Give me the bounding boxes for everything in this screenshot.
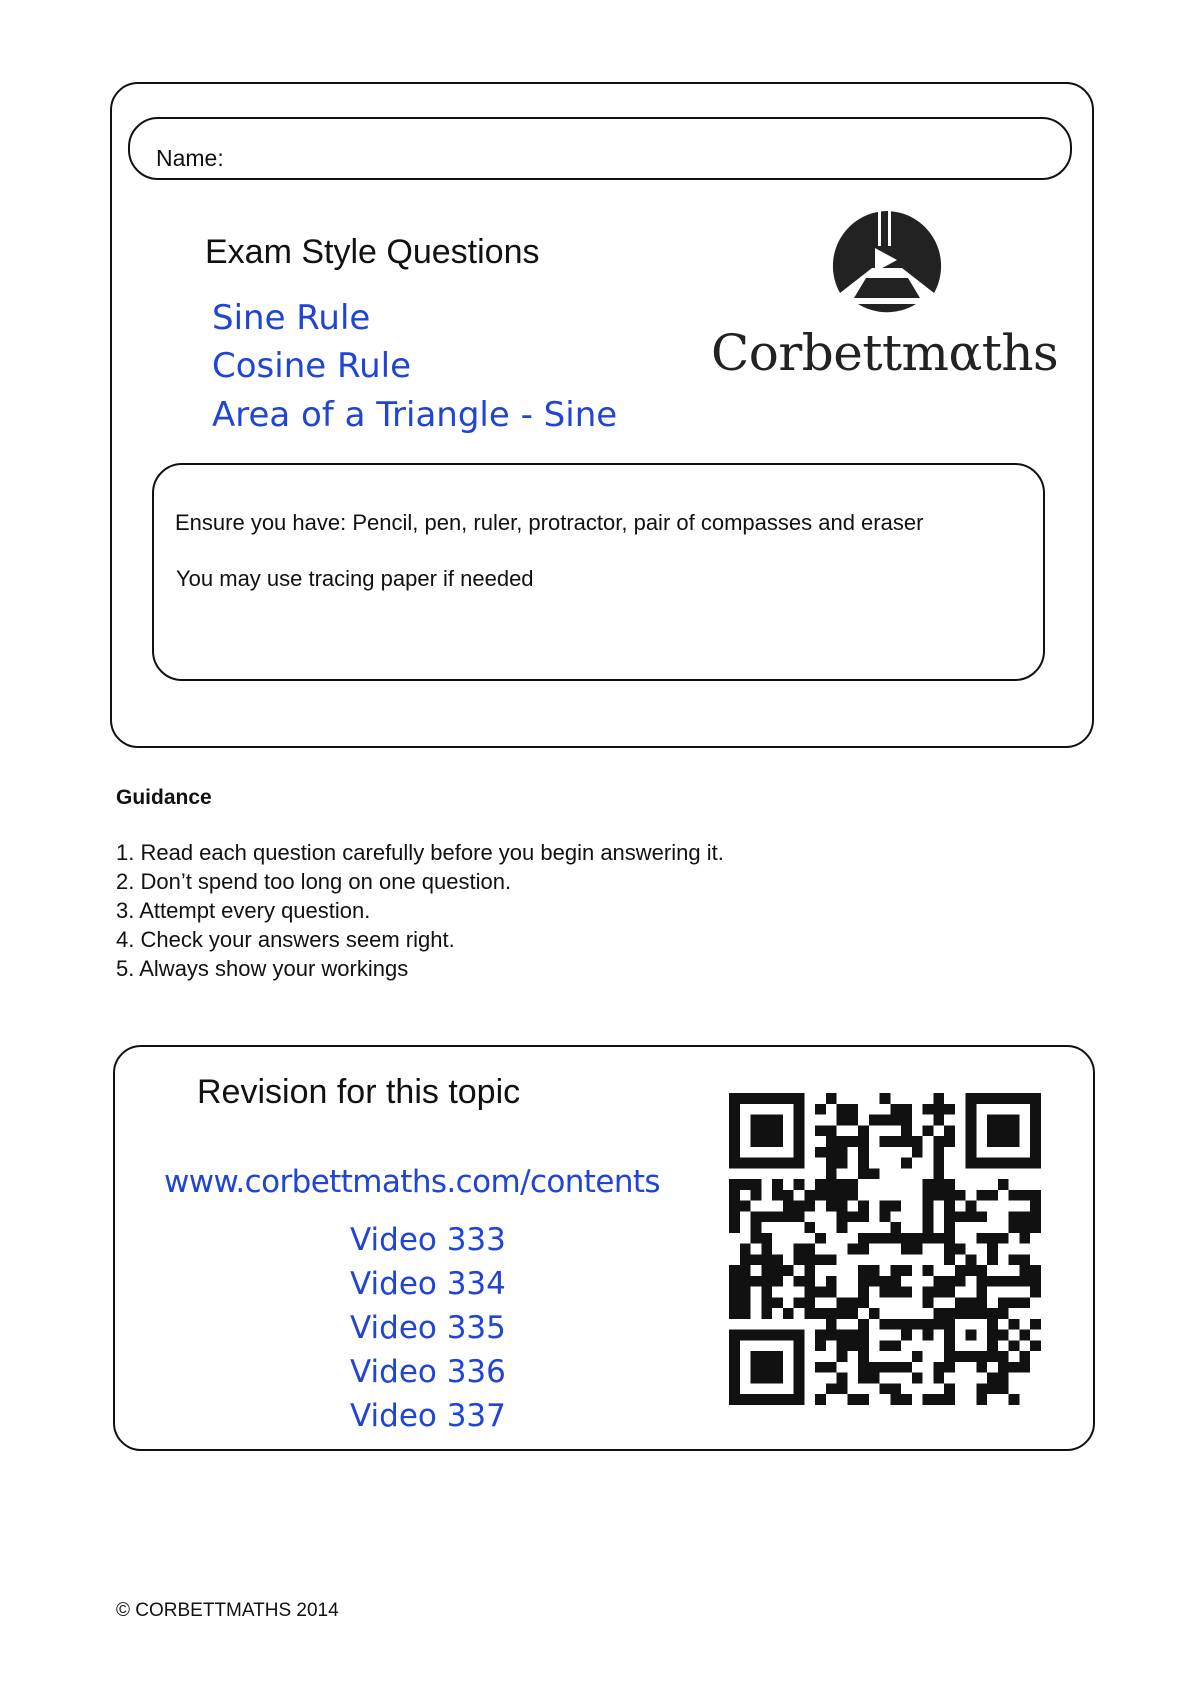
equipment-line: Ensure you have: Pencil, pen, ruler, protractor, pair of compasses and eraser: [175, 510, 924, 535]
topic-area-of-triangle: Area of a Triangle - Sine: [212, 395, 618, 435]
video-link[interactable]: Video 333: [350, 1222, 506, 1258]
exam-title: Exam Style Questions: [205, 233, 540, 271]
corbettmaths-logo-icon: [822, 206, 952, 316]
qr-code-icon[interactable]: [728, 1093, 1042, 1405]
video-link[interactable]: Video 336: [350, 1354, 506, 1390]
guidance-heading: Guidance: [116, 786, 212, 809]
revision-title: Revision for this topic: [197, 1073, 521, 1111]
video-link[interactable]: Video 334: [350, 1266, 506, 1302]
topic-cosine-rule: Cosine Rule: [212, 346, 411, 386]
logo-wordmark: Corbettmαths: [711, 324, 1059, 382]
list-item: 4. Check your answers seem right.: [116, 927, 455, 952]
list-item: 5. Always show your workings: [116, 956, 409, 981]
topic-sine-rule: Sine Rule: [212, 298, 371, 338]
copyright-notice: © CORBETTMATHS 2014: [116, 1600, 339, 1621]
list-item: 2. Don’t spend too long on one question.: [116, 869, 512, 894]
name-label: Name:: [156, 145, 224, 171]
list-item: 1. Read each question carefully before you begin answering it.: [116, 840, 724, 865]
revision-url-link[interactable]: www.corbettmaths.com/contents: [164, 1164, 660, 1200]
video-link[interactable]: Video 337: [350, 1398, 506, 1434]
tracing-paper-line: You may use tracing paper if needed: [176, 566, 534, 591]
guidance-list: [116, 838, 724, 983]
video-link[interactable]: Video 335: [350, 1310, 506, 1346]
name-field[interactable]: [128, 117, 1072, 180]
list-item: 3. Attempt every question.: [116, 898, 371, 923]
